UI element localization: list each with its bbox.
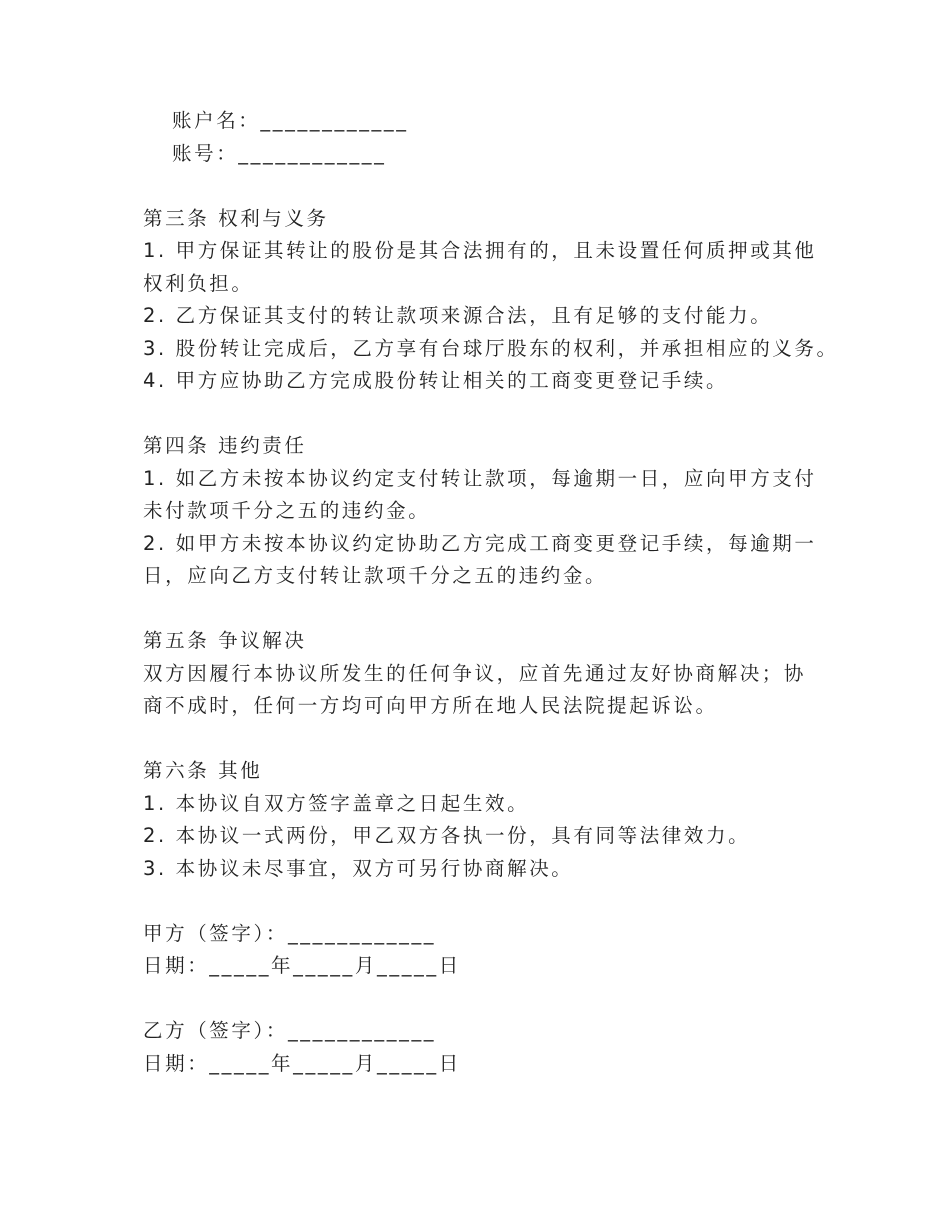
article4-line-1: 1. 如乙方未按本协议约定支付转让款项，每逾期一日，应向甲方支付 xyxy=(143,466,817,490)
article6-line-1: 1. 本协议自双方签字盖章之日起生效。 xyxy=(143,791,530,815)
spacer xyxy=(143,170,823,203)
account-name-line: 账户名：____________ xyxy=(172,109,409,132)
account-number-line: 账号：____________ xyxy=(172,141,387,165)
party-a-signature: 甲方（签字）：____________ xyxy=(143,921,437,945)
article3-line-5: 4. 甲方应协助乙方完成股份转让相关的工商变更登记手续。 xyxy=(143,369,729,392)
article5-heading: 第五条 争议解决 xyxy=(143,629,307,652)
article6-line-3: 3. 本协议未尽事宜，双方可另行协商解决。 xyxy=(143,856,574,880)
article6-heading: 第六条 其他 xyxy=(143,759,263,782)
article4-line-3: 2. 如甲方未按本协议约定协助乙方完成工商变更登记手续，每逾期一 xyxy=(143,531,817,555)
party-b-date: 日期：_____年_____月_____日 xyxy=(143,1051,461,1075)
article3-heading: 第三条 权利与义务 xyxy=(143,206,329,230)
spacer xyxy=(143,593,823,626)
article3-line-4: 3. 股份转让完成后，乙方享有台球厅股东的权利，并承担相应的义务。 xyxy=(143,336,839,360)
article4-heading: 第四条 违约责任 xyxy=(143,434,307,457)
article4-line-4: 日，应向乙方支付转让款项千分之五的违约金。 xyxy=(143,564,608,587)
article3-line-1: 1. 甲方保证其转让的股份是其合法拥有的，且未设置任何质押或其他 xyxy=(143,239,817,262)
party-a-date: 日期：_____年_____月_____日 xyxy=(143,954,461,977)
document-page xyxy=(143,105,839,1080)
article4-line-2: 未付款项千分之五的违约金。 xyxy=(143,499,431,522)
article6-line-2: 2. 本协议一式两份，甲乙双方各执一份，具有同等法律效力。 xyxy=(143,824,751,847)
party-b-signature: 乙方（签字）：____________ xyxy=(143,1019,437,1042)
spacer xyxy=(143,885,823,918)
spacer xyxy=(143,723,823,756)
article3-line-3: 2. 乙方保证其支付的转让款项来源合法，且有足够的支付能力。 xyxy=(143,304,773,327)
article5-line-2: 商不成时，任何一方均可向甲方所在地人民法院提起诉讼。 xyxy=(143,694,718,717)
article5-line-1: 双方因履行本协议所发生的任何争议，应首先通过友好协商解决；协 xyxy=(143,661,807,685)
spacer xyxy=(143,398,823,431)
spacer xyxy=(143,983,823,1016)
article3-line-2: 权利负担。 xyxy=(143,271,254,295)
